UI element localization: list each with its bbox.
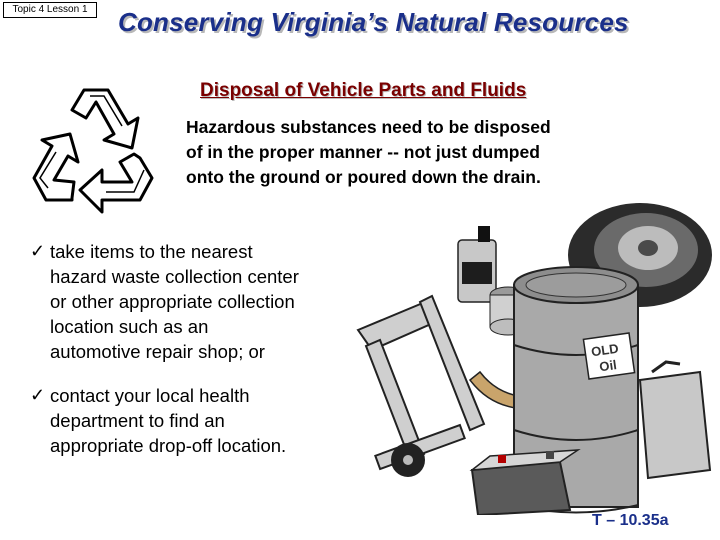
bullet-line: department to find an [50,410,225,431]
oil-bottle-image [458,226,496,302]
battery-image [472,450,578,515]
vehicle-parts-illustration [340,200,715,515]
section-subtitle: Disposal of Vehicle Parts and Fluids [200,80,527,101]
recycle-icon [24,78,164,218]
bullet-line: take items to the nearest [50,241,253,262]
topic-tag: Topic 4 Lesson 1 [3,2,97,18]
checkmark-icon: ✓ [30,385,46,405]
bullet-item [30,383,286,458]
bullet-line: automotive repair shop; or [50,341,265,362]
jerry-can-image [640,362,710,478]
drum-label-line2: Oil [598,357,618,375]
intro-line: onto the ground or poured down the drain. [186,167,541,187]
bullet-line: appropriate drop-off location. [50,435,287,456]
intro-paragraph [186,115,656,190]
hand-truck-image [358,296,484,476]
bullet-line: contact your local health [50,385,250,406]
checkmark-icon: ✓ [30,241,46,261]
bullet-item [30,239,299,364]
drum-label-line1: OLD [590,340,620,360]
slide-number: T – 10.35a [592,512,669,529]
intro-line: Hazardous substances need to be disposed [186,117,551,137]
bullet-line: hazard waste collection center [50,266,299,287]
slide-title: Conserving Virginia’s Natural Resources [118,7,629,37]
bullet-line: location such as an [50,316,209,337]
bullet-line: or other appropriate collection [50,291,295,312]
intro-line: of in the proper manner -- not just dumped [186,142,540,162]
